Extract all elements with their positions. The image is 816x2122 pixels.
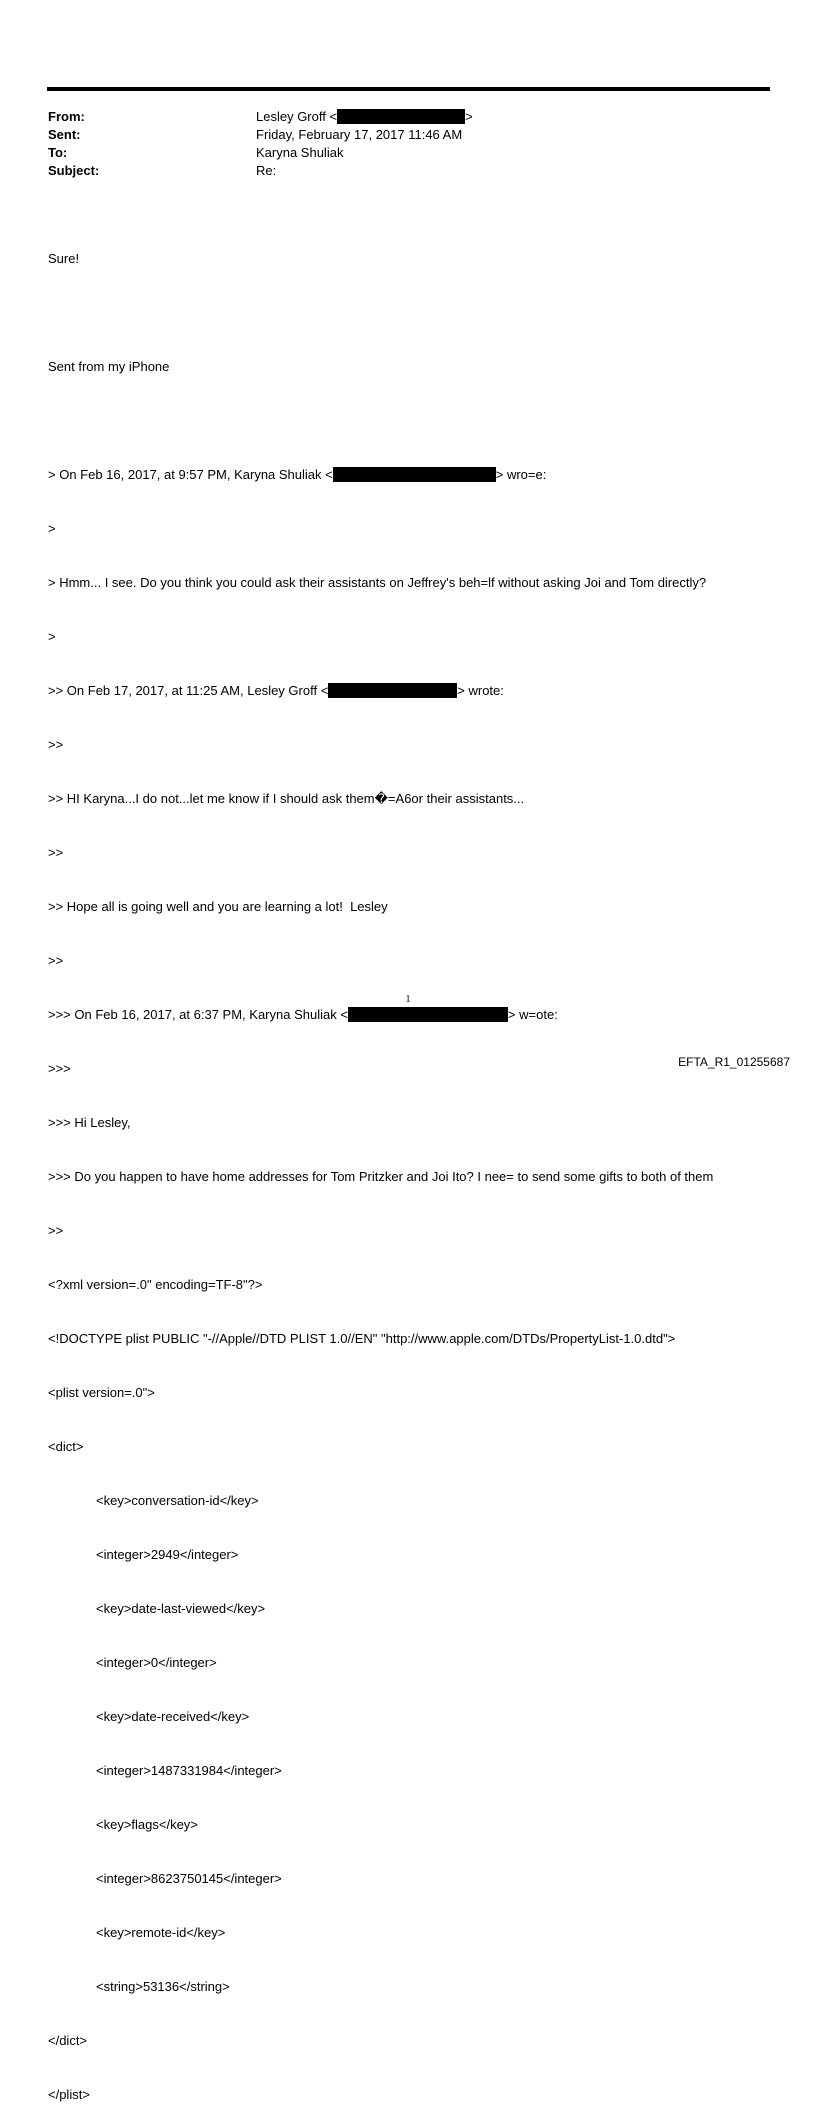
xml-line: <dict> [48,1439,84,1454]
quote-line: >>> Hi Lesley, [48,1115,131,1130]
quote-line [48,682,770,700]
subject-label: Subject: [48,163,100,178]
top-rule [47,87,770,91]
page-number: 1 [405,994,411,1005]
quote-line [48,1006,770,1024]
redaction-box [337,109,465,124]
redaction-box [348,1007,508,1022]
xml-line: <plist version=.0"> [48,1385,155,1400]
quote-text: > wro=e: [495,467,547,482]
from-value [256,108,473,126]
quote-line: >> [48,845,64,860]
quote-text: >> On Feb 17, 2017, at 11:25 AM, Lesley Groff < [48,683,329,698]
quote-line: >> Hope all is going well and you are learning a lot! Lesley [48,899,388,914]
quote-line: >> HI Karyna...I do not...let me know if I should ask them�=A6or their assistants... [48,791,525,806]
quote-text: > On Feb 16, 2017, at 9:57 PM, Karyna Shuliak < [48,467,333,482]
xml-line: <key>date-received</key> [96,1709,250,1724]
from-row [48,108,473,126]
xml-line: <key>conversation-id</key> [96,1493,259,1508]
redaction-box [333,467,496,482]
sent-row [48,126,473,144]
subject-row [48,162,473,180]
to-row [48,144,473,162]
xml-line: <string>53136</string> [96,1979,230,1994]
email-header [48,108,473,180]
xml-line: <integer>1487331984</integer> [96,1763,282,1778]
xml-line: <key>remote-id</key> [96,1925,226,1940]
quote-line [48,466,770,484]
sent-label: Sent: [48,127,81,142]
quote-line: >>> [48,1061,71,1076]
quote-line: >> [48,737,64,752]
from-name: Lesley Groff < [256,109,338,124]
xml-line: <integer>0</integer> [96,1655,217,1670]
body-line: Sent from my iPhone [48,359,170,374]
redaction-box [328,683,457,698]
from-close: > [465,109,473,124]
quote-line: >>> Do you happen to have home addresses for Tom Pritzker and Joi Ito? I nee= to send some gifts to both of them [48,1169,714,1184]
quote-line: >> [48,953,64,968]
quote-line: > Hmm... I see. Do you think you could ask their assistants on Jeffrey's beh=lf without asking Joi and Tom directly? [48,575,707,590]
xml-line: <?xml version=.0" encoding=TF-8"?> [48,1277,263,1292]
bates-number: EFTA_R1_01255687 [678,1055,790,1069]
xml-line: </plist> [48,2087,90,2102]
quote-line: >> [48,1223,64,1238]
xml-line: <key>flags</key> [96,1817,198,1832]
email-body [48,214,770,2122]
quote-text: > wrote: [457,683,504,698]
from-label: From: [48,109,85,124]
quote-text: > w=ote: [507,1007,558,1022]
xml-line: <key>date-last-viewed</key> [96,1601,266,1616]
to-label: To: [48,145,68,160]
sent-value: Friday, February 17, 2017 11:46 AM [256,127,463,142]
subject-value: Re: [256,163,277,178]
quote-text: >>> On Feb 16, 2017, at 6:37 PM, Karyna Shuliak < [48,1007,348,1022]
xml-line: <!DOCTYPE plist PUBLIC "-//Apple//DTD PLIST 1.0//EN" "http://www.apple.com/DTDs/PropertyList-1.0.dtd"> [48,1331,676,1346]
quote-line: > [48,629,56,644]
xml-line: </dict> [48,2033,88,2048]
xml-line: <integer>8623750145</integer> [96,1871,282,1886]
body-line: Sure! [48,251,80,266]
quote-line: > [48,521,56,536]
to-value: Karyna Shuliak [256,145,344,160]
xml-line: <integer>2949</integer> [96,1547,239,1562]
